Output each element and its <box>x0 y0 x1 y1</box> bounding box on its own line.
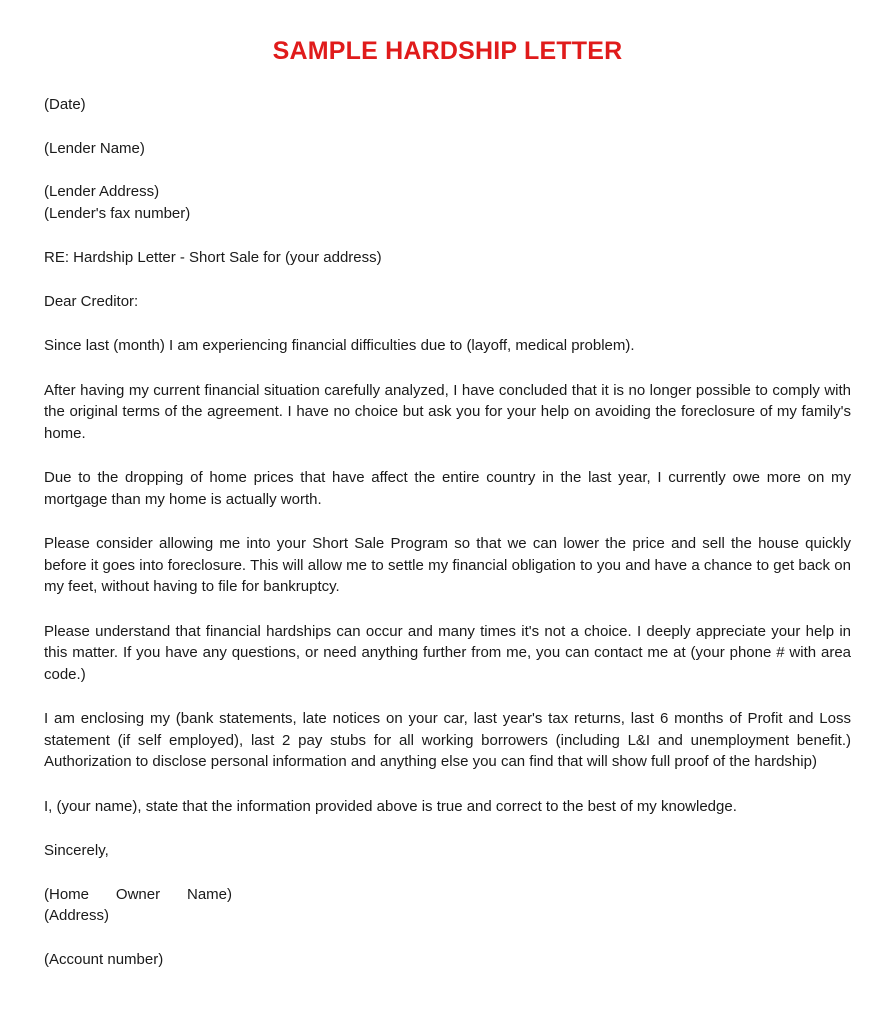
lender-fax-placeholder: (Lender's fax number) <box>44 204 191 222</box>
date-placeholder: (Date) <box>44 96 86 113</box>
body-paragraph-7: I, (your name), state that the information provided above is true and correct to the best of my knowledge. <box>44 797 737 815</box>
body-paragraph-2: After having my current financial situation carefully analyzed, I have concluded that it is no longer possible to comply with the original terms of the agreement. I have no choice but ask you for your help on avoiding the foreclosure of my family's home. <box>44 381 851 442</box>
salutation: Dear Creditor: <box>44 292 139 310</box>
lender-address-group <box>44 181 851 224</box>
lender-address-placeholder: (Lender Address) <box>44 183 160 200</box>
lender-name-placeholder: (Lender Name) <box>44 139 145 157</box>
subject-line: RE: Hardship Letter - Short Sale for (your address) <box>44 249 382 266</box>
home-owner-name-placeholder: (Home Owner Name) <box>44 885 232 903</box>
home-owner-name-line <box>44 884 851 906</box>
body-paragraph-6: I am enclosing my (bank statements, late notices on your car, last year's tax returns, last 6 months of Profit and Loss statement (if self employed), last 2 pay stubs for all working borrowers (including L&I and unemployment benefit.) Authorization to disclose personal information and anything else you can find that will show full proof of the hardship) <box>44 710 851 770</box>
body-paragraph-3: Due to the dropping of home prices that have affect the entire country in the last year, I currently owe more on my mortgage than my home is actually worth. <box>44 469 851 508</box>
page-title: SAMPLE HARDSHIP LETTER <box>272 37 623 65</box>
letter-body <box>44 0 851 970</box>
home-owner-address-placeholder: (Address) <box>44 907 110 924</box>
signature-block <box>44 884 851 927</box>
closing-sincerely: Sincerely, <box>44 842 109 859</box>
body-paragraph-5: Please understand that financial hardships can occur and many times it's not a choice. I deeply appreciate your help in this matter. If you have any questions, or need anything further from me, you can contact me at (your phone # with area code.) <box>44 622 851 683</box>
body-paragraph-1: Since last (month) I am experiencing financial difficulties due to (layoff, medical problem). <box>44 337 635 354</box>
body-paragraph-4: Please consider allowing me into your Short Sale Program so that we can lower the price and sell the house quickly before it goes into foreclosure. This will allow me to settle my financial obligation to you and have a chance to get back on my feet, without having to file for bankruptcy. <box>44 535 851 595</box>
account-number-placeholder: (Account number) <box>44 950 164 968</box>
